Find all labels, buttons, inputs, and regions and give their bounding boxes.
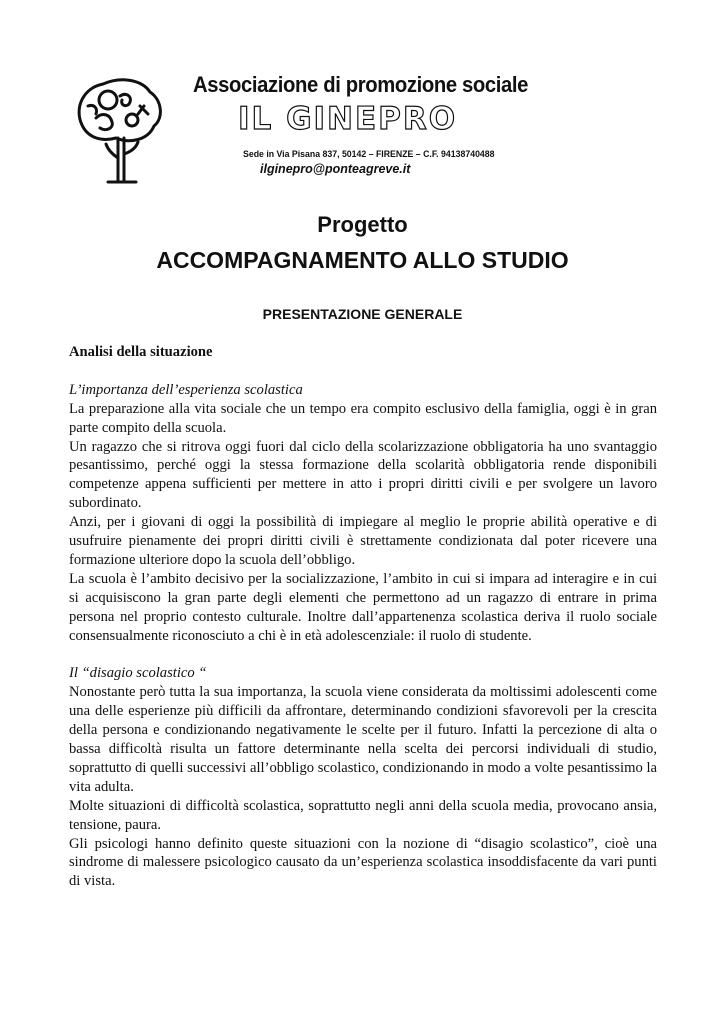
spacer: [69, 645, 657, 664]
organization-name: Associazione di promozione sociale: [193, 72, 529, 97]
paragraph: Anzi, per i giovani di oggi la possibilità di impiegare al meglio le proprie abilità operative e di usufruire pienamente dei propri diritti civili è strettamente condizionata dal poter ricevere una formazione ulteriore dopo la scuola dell’obbligo.: [69, 514, 657, 568]
analysis-heading: Analisi della situazione: [69, 344, 213, 360]
juniper-tree-logo-icon: [68, 70, 186, 190]
paragraph: Nonostante però tutta la sua importanza, la scuola viene considerata da moltissimi adolescenti come una delle esperienze più difficili da affrontare, determinando condizioni sfavorevoli per la crescita della persona e condizionando negativamente le scelte per il futuro. Infatti la percezione di alta o bassa difficoltà risulta un fattore determinante nella scelta dei percorsi individuali di studio, soprattutto di quelli successivi all’obbligo scolastico, condizionando in modo a volte pesantissimo la vita adulta.: [69, 684, 657, 795]
document-body: [69, 343, 657, 891]
subheading-importance: L’importanza dell’esperienza scolastica: [69, 381, 303, 398]
organization-address: Sede in Via Pisana 837, 50142 – FIRENZE – C.F. 94138740488: [243, 149, 495, 160]
paragraph: Un ragazzo che si ritrova oggi fuori dal ciclo della scolarizzazione obbligatoria ha uno svantaggio pesantissimo, perché oggi la stessa formazione della scolarità obbligatoria rende disponibili competenze appena sufficienti per mettere in atto i propri diritti civili e per svolgere un lavoro subordinato.: [69, 438, 657, 512]
organization-brand: IL GINEPRO: [238, 101, 458, 137]
paragraph: Molte situazioni di difficoltà scolastica, soprattutto negli anni della scuola media, provocano ansia, tensione, paura.: [69, 797, 657, 833]
paragraph: Gli psicologi hanno definito queste situazioni con la nozione di “disagio scolastico”, cioè una sindrome di malessere psicologico causato da un’esperienza scolastica insoddisfacente da vari punti di vista.: [69, 835, 657, 890]
paragraph: La preparazione alla vita sociale che un tempo era compito esclusivo della famiglia, oggi è in gran parte compito della scuola.: [69, 400, 657, 436]
project-label: Progetto: [317, 212, 408, 237]
section-title: PRESENTAZIONE GENERALE: [262, 306, 463, 322]
organization-email: ilginepro@ponteagreve.it: [260, 162, 411, 176]
subheading-disagio: Il “disagio scolastico “: [69, 665, 207, 682]
project-title: ACCOMPAGNAMENTO ALLO STUDIO: [156, 247, 569, 273]
paragraph: La scuola è l’ambito decisivo per la socializzazione, l’ambito in cui si impara ad interagire e in cui si acquisiscono la gran parte degli elementi che permettono ad un ragazzo di entrare in prima persona nel proprio contesto culturale. Inoltre dall’appartenenza scolastica deriva il ruolo sociale consensualmente riconosciuto a chi è in età adolescenziale: il ruolo di studente.: [69, 570, 657, 644]
